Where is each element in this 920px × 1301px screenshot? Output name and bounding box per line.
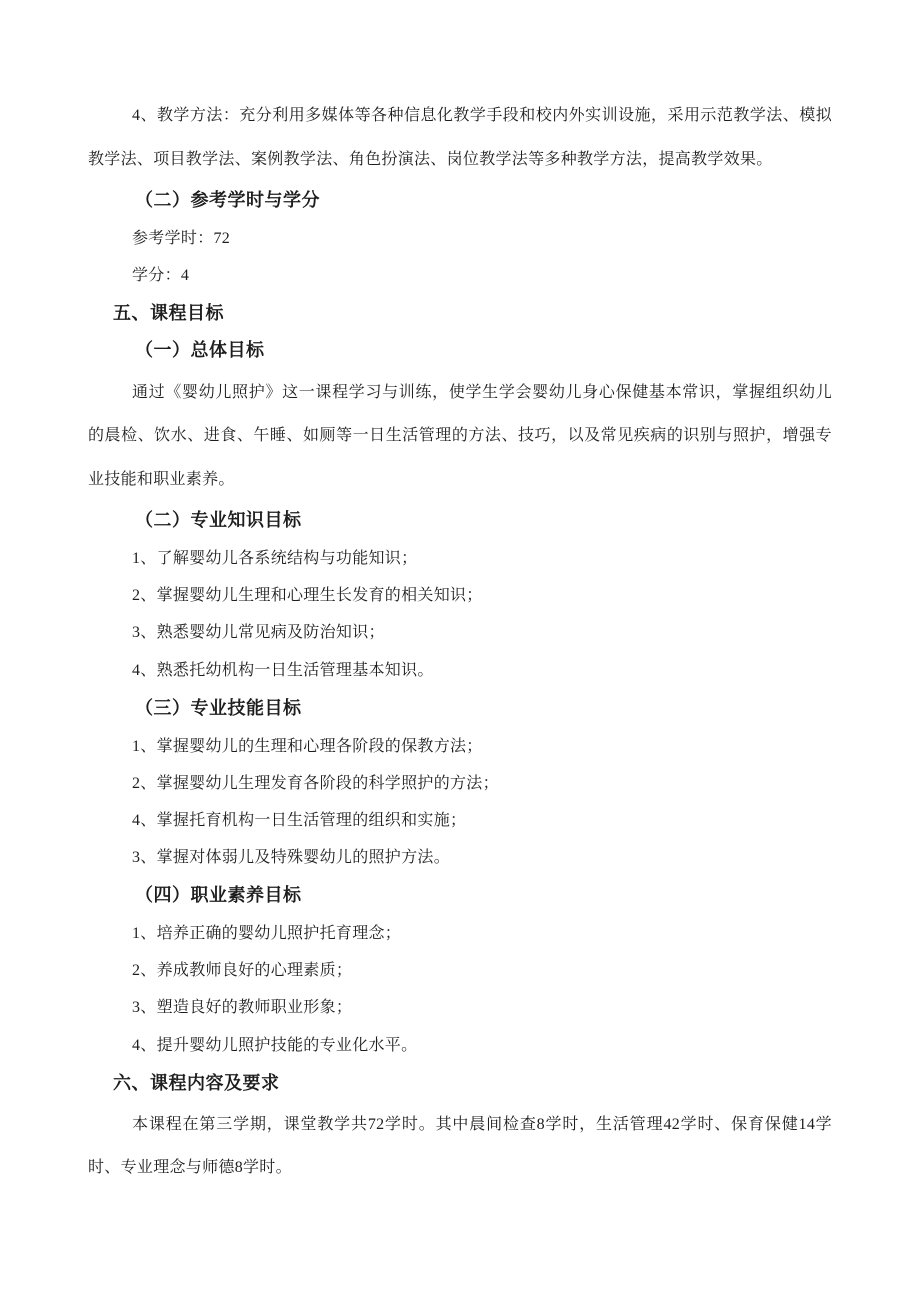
knowledge-objective-item-4: 4、熟悉托幼机构一日生活管理基本知识。: [132, 661, 434, 679]
heading-professional-skills-objectives: （三）专业技能目标: [135, 697, 302, 718]
skills-objective-item-3: 4、掌握托育机构一日生活管理的组织和实施；: [132, 811, 467, 829]
skills-objective-item-2: 2、掌握婴幼儿生理发育各阶段的科学照护的方法；: [132, 774, 499, 792]
knowledge-objective-item-2: 2、掌握婴幼儿生理和心理生长发育的相关知识；: [132, 587, 483, 605]
heading-section-6-course-content-requirements: 六、课程内容及要求: [113, 1072, 280, 1093]
heading-reference-hours-credits: （二）参考学时与学分: [135, 190, 320, 211]
knowledge-objective-item-1: 1、了解婴幼儿各系统结构与功能知识；: [132, 550, 418, 568]
skills-objective-item-4: 3、掌握对体弱儿及特殊婴幼儿的照护方法。: [132, 849, 451, 867]
line-credits: 学分：4: [132, 267, 190, 285]
heading-section-5-course-objectives: 五、课程目标: [113, 303, 224, 324]
heading-professional-knowledge-objectives: （二）专业知识目标: [135, 510, 302, 531]
skills-objective-item-1: 1、掌握婴幼儿的生理和心理各阶段的保教方法；: [132, 737, 483, 755]
paragraph-course-content-summary: 本课程在第三学期，课堂教学共72学时。其中晨间检查8学时，生活管理42学时、保育保健14学时、专业理念与师德8学时。: [88, 1115, 832, 1177]
ethics-objective-item-3: 3、塑造良好的教师职业形象；: [132, 999, 353, 1017]
heading-professional-ethics-objectives: （四）职业素养目标: [135, 885, 302, 906]
paragraph-overall-objective: 通过《婴幼儿照护》这一课程学习与训练，使学生学会婴幼儿身心保健基本常识，掌握组织幼儿的晨检、饮水、进食、午睡、如厕等一日生活管理的方法、技巧，以及常见疾病的识别与照护，增强专业技能和职业素养。: [88, 383, 832, 488]
knowledge-objective-item-3: 3、熟悉婴幼儿常见病及防治知识；: [132, 624, 385, 642]
ethics-objective-item-1: 1、培养正确的婴幼儿照护托育理念；: [132, 925, 402, 943]
ethics-objective-item-4: 4、提升婴幼儿照护技能的专业化水平。: [132, 1036, 418, 1054]
paragraph-teaching-methods: 4、教学方法：充分利用多媒体等各种信息化教学手段和校内外实训设施，采用示范教学法、模拟教学法、项目教学法、案例教学法、角色扮演法、岗位教学法等多种教学方法，提高教学效果。: [88, 107, 832, 168]
heading-overall-objective: （一）总体目标: [135, 340, 265, 361]
ethics-objective-item-2: 2、养成教师良好的心理素质；: [132, 962, 353, 980]
line-reference-hours: 参考学时：72: [132, 230, 231, 248]
